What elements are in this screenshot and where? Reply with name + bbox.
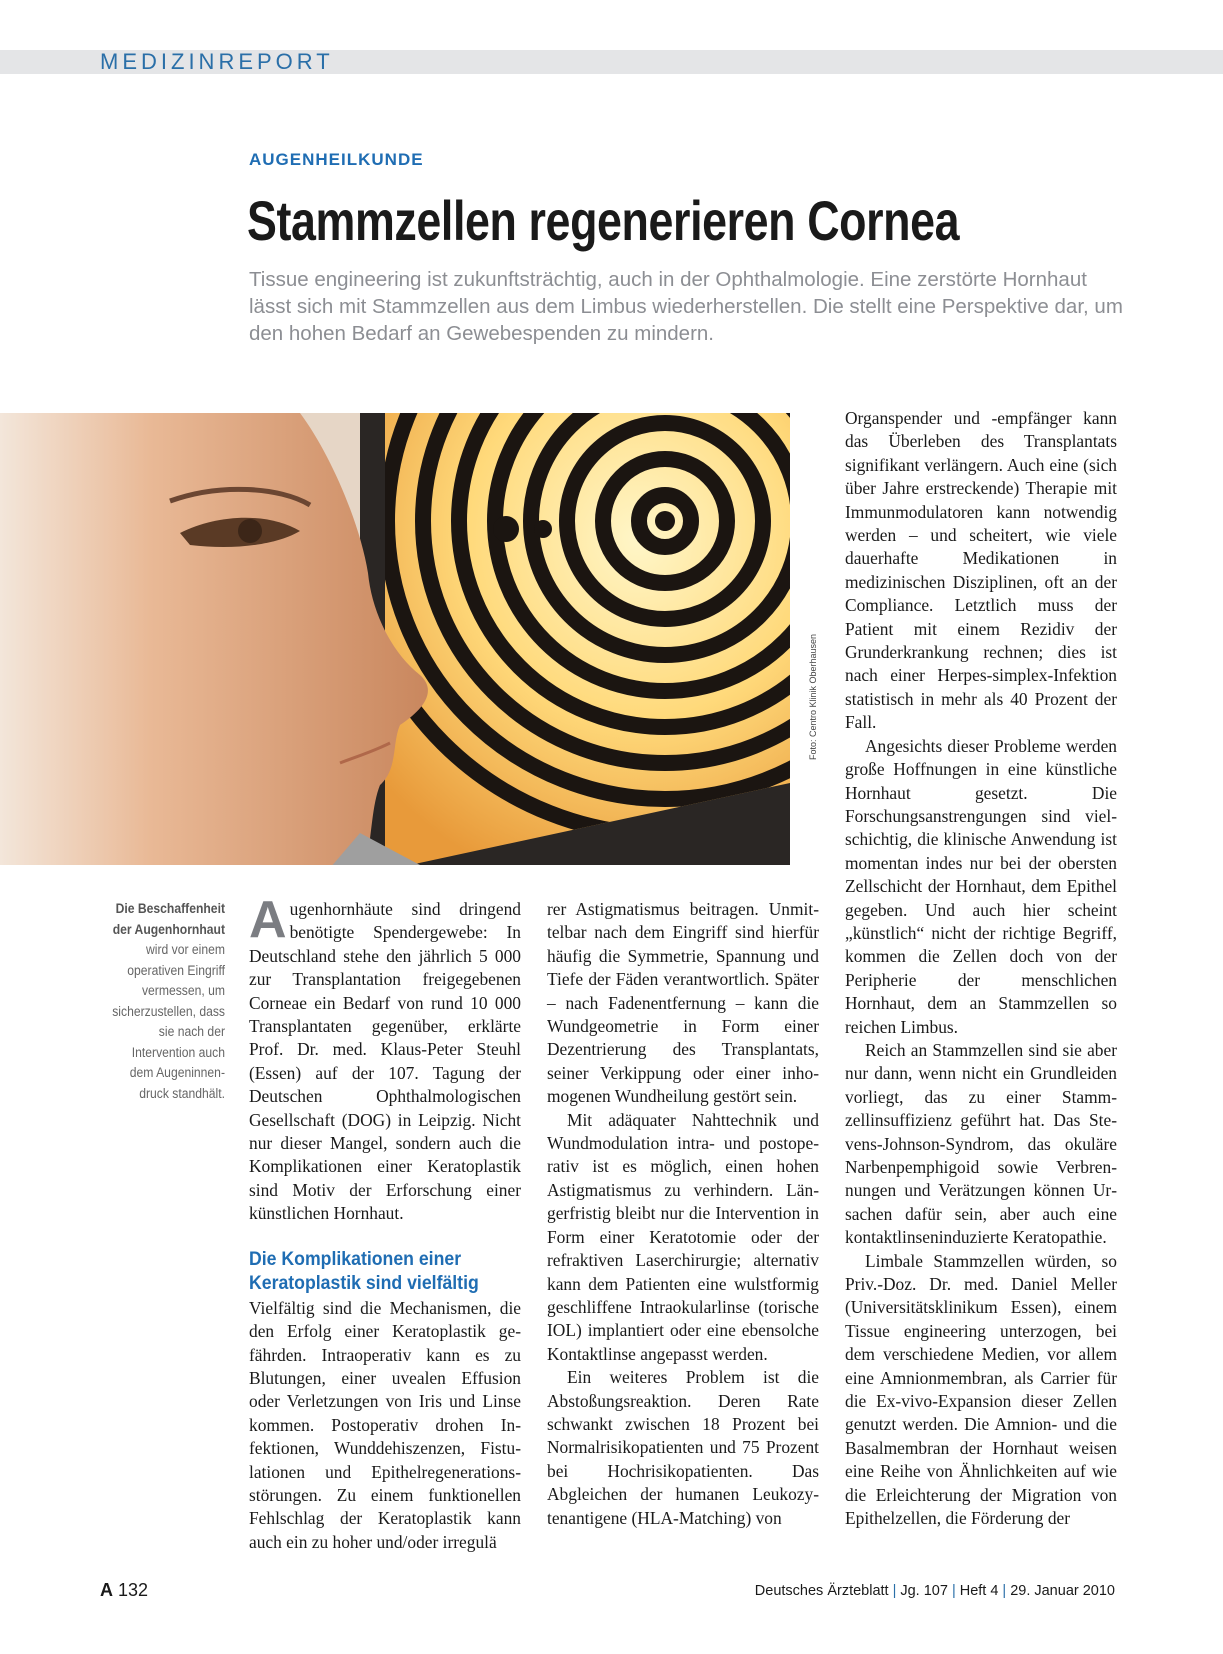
journal-volume: Jg. 107 — [900, 1583, 948, 1599]
paragraph — [249, 891, 521, 1226]
text-column-3 — [845, 407, 1117, 1531]
article-title: Stammzellen regenerieren Cornea — [247, 189, 960, 252]
text-column-2 — [547, 898, 819, 1530]
separator: | — [1002, 1583, 1007, 1599]
journal-name: Deutsches Ärzteblatt — [754, 1583, 889, 1599]
article-photo — [0, 413, 810, 865]
paragraph: Reich an Stammzellen sind sie aber nur dann, wenn nicht ein Grundleiden vorliegt, das zu einer Stammzellinsuffizienz geführt hat. Das Stevens-Johnson-Syndrom, das okuläre Narbenpemphigoid sowie Verbrennungen und Verätzungen können Ursachen dafür sein, aber auch eine kontaktlinseninduzierte Keratopathie. — [845, 1039, 1117, 1248]
paragraph: Vielfältig sind die Mechanismen, die den Erfolg einer Keratoplastik gefährden. Intraoperativ kann es zu Blutungen, einer uvealen Effusion oder Verletzungen von Iris und Linse kommen. Postoperativ drohen Infektionen, Wunddehiszenzen, Fistulationen und Epithelregenerationsstörungen. Zu einem funktionellen Fehlschlag der Keratoplastik kann auch ein zu hoher und/oder irregulä — [249, 1297, 521, 1552]
page-number-value: 132 — [118, 1580, 149, 1600]
paragraph: Angesichts dieser Probleme werden große Hoffnungen in eine künstliche Hornhaut gesetzt. Die Forschungsanstrengungen sind vielschichtig, die klinische Anwendung ist momentan indes nur bei der obersten Zellschicht der Hornhaut, dem Epithel gegeben. Und auch hier scheint „künstlich“ nicht der richtige Begriff, kommen die Zellen doch von der Peripherie der menschlichen Hornhaut, dem an Stammzellen so reichen Limbus. — [845, 735, 1117, 1037]
page-prefix: A — [100, 1580, 113, 1600]
article-kicker: AUGENHEILKUNDE — [249, 150, 424, 169]
section-label: MEDIZINREPORT — [100, 49, 334, 74]
article-lead: Tissue engineering ist zukunftsträchtig, auch in der Ophthalmologie. Eine zerstörte Hornhaut lässt sich mit Stammzellen aus dem Limbus wiederherstellen. Die stellt eine Perspektive dar, um den hohen Bedarf an Gewebespenden zu mindern. — [249, 268, 1123, 345]
paragraph: Organspender und -empfänger kann das Überleben des Transplantats signifikant verlängern. Auch eine (sich über Jahre erstreckende) Therapie mit Immunmodulatoren kann notwendig werden – und scheitert, wie viele dauerhafte Medikationen in medizinischen Disziplinen, oft an der Compliance. Letztlich muss der Patient mit einem Rezidiv der Grunderkrankung rechnen; dies ist nach einer Herpes-simplex-Infektion statistisch in mehr als 40 Prozent der Fall. — [845, 408, 1117, 733]
paragraph: Mit adäquater Nahttechnik und Wundmodulation intra- und postoperativ ist es möglich, einen hohen Astigmatismus zu verhindern. Längerfristig bleibt nur die Intervention in Form einer Keratotomie oder der refraktiven Laserchirurgie; alternativ kann dem Patienten eine wulstformig geschliffene Intraokularlinse (torische IOL) implantiert oder eine ebensolche Kontaktlinse angepasst werden. — [547, 1109, 819, 1364]
section-subhead: Die Komplikationen einer Keratoplastik sind vielfältig — [249, 1248, 479, 1294]
drop-cap: A — [249, 891, 287, 949]
text-column-1 — [249, 891, 521, 1554]
journal-date: 29. Januar 2010 — [1010, 1583, 1115, 1599]
journal-issue: Heft 4 — [959, 1583, 999, 1599]
paragraph: rer Astigmatismus beitragen. Unmittelbar nach dem Eingriff sind hierfür häufig die Symmetrie, Spannung und Tiefe der Fäden verantwortlich. Später – nach Fadenentfernung – kann die Wundgeometrie in Form einer Dezentrierung des Transplantats, seiner Verkippung oder einer inhomogenen Wundheilung gestört sein. — [547, 899, 819, 1107]
publication-info — [755, 1583, 1115, 1599]
photo-credit: Foto: Centro Klinik Oberhausen — [808, 633, 818, 760]
page-number — [100, 1580, 148, 1601]
caption-text: wird vor einem operativen Eingriff vermessen, um sicherzustellen, dass sie nach der Intervention auch dem Augeninnendruck standhält. — [112, 942, 225, 1101]
paragraph: Ein weiteres Problem ist die Abstoßungsreaktion. Deren Rate schwankt zwischen 18 Prozent bei Normalrisikopatienten und 75 Prozent bei Hochrisikopatienten. Das Abgleichen der humanen Leukozytenantigene (HLA-Matching) von — [547, 1367, 819, 1528]
caption-bold: Die Beschaffenheit der Augenhornhaut — [112, 901, 225, 937]
separator: | — [951, 1583, 956, 1599]
keratometer-photo-illustration — [0, 413, 810, 865]
photo-caption — [108, 899, 225, 1104]
paragraph: Limbale Stammzellen würden, so Priv.-Doz. Dr. med. Daniel Meller (Universitätsklinikum Essen), einem Tissue engineering unterzogen, bei dem verschiedene Medien, vor allem eine Amnionmembran, als Carrier für die Ex-vivo-Expansion dieser Zellen genutzt werden. Die Amnion- und die Basalmembran der Hornhaut weisen eine Reihe von Ähnlichkeiten auf wie die Erleichterung der Migration von Epithelzellen, die Förderung der — [845, 1250, 1117, 1529]
separator: | — [892, 1583, 897, 1599]
paragraph-text: ugenhornhäute sind dringend benötigte Spendergewebe: In Deutschland stehe den jährlich 5 000 zur Transplantation freigegebenen Corneae ein Bedarf von rund 10 000 Transplantaten gegenüber, erklärte Prof. Dr. med. Klaus-Peter Steuhl (Essen) auf der 107. Tagung der Deutschen Ophthalmologischen Gesellschaft (DOG) in Leipzig. Nicht nur dieser Mangel, sondern auch die Komplikationen einer Keratoplastik sind Motiv der Erforschung einer künstlichen Hornhaut. — [249, 899, 521, 1224]
